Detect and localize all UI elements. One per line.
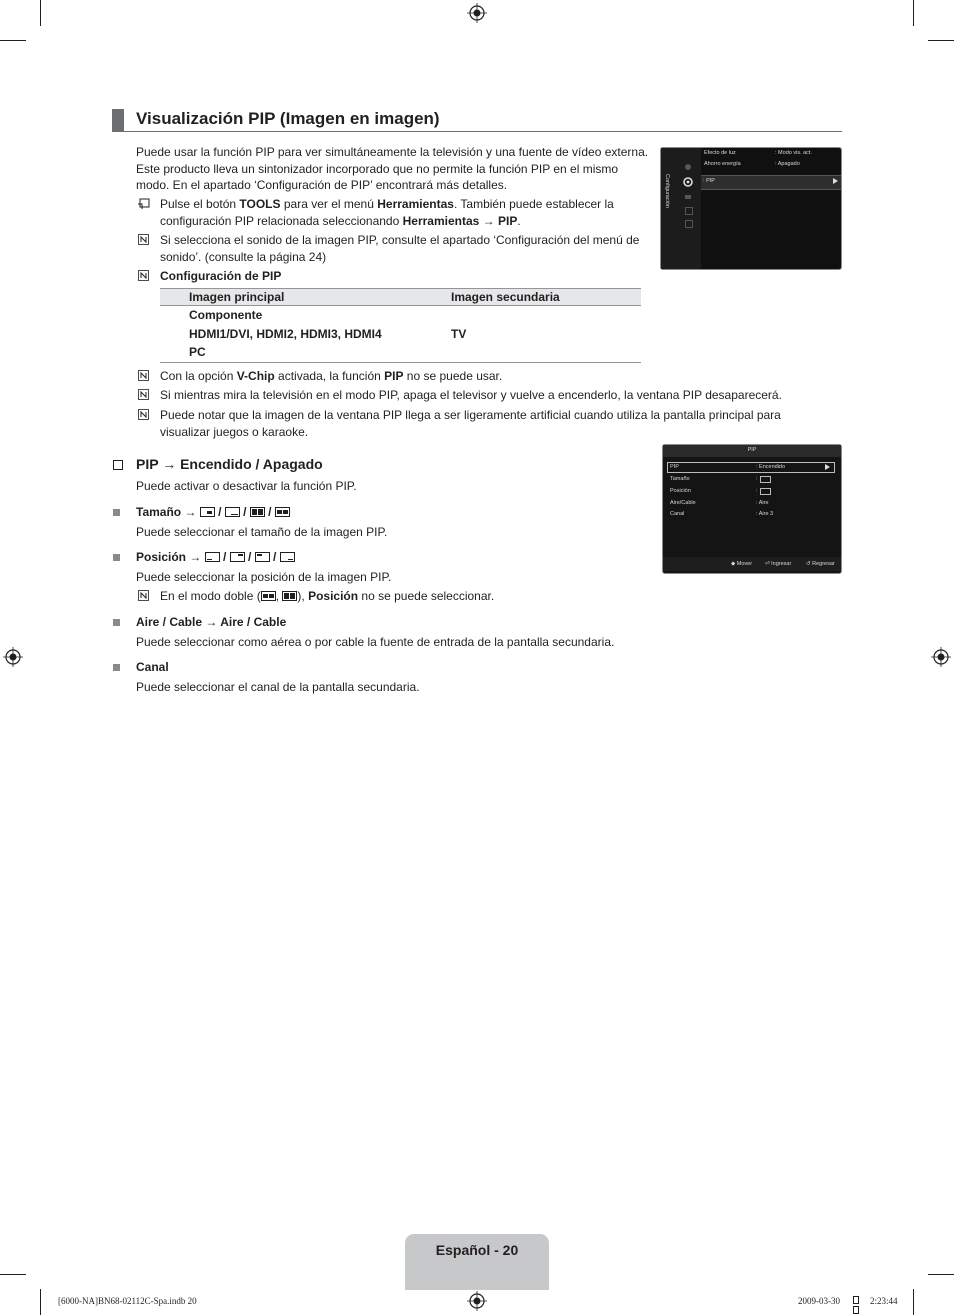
air-cable-desc: Puede seleccionar como aérea o por cable la fuente de entrada de la pantalla secundaria. (136, 635, 615, 649)
size-dual-wide-icon (275, 507, 290, 517)
table-cell-secondary: TV (451, 306, 641, 363)
pip-config-table (160, 288, 641, 363)
note-icon (138, 234, 149, 245)
artificial-note: Puede notar que la imagen de la ventana PIP llega a ser ligeramente artificial cuando utiliza la pantalla principal para visualizar juegos o karaoke. (160, 408, 781, 439)
menu-app-icon (685, 220, 693, 228)
menu-row-pip-highlight (701, 175, 841, 190)
table-header-secondary: Imagen secundaria (451, 289, 641, 306)
pip-row-value: : Aire 3 (756, 511, 774, 517)
pip-row-label: PIP (670, 464, 679, 470)
menu-row-value: : Modo vis. act. (775, 150, 812, 156)
power-off-note: Si mientras mira la televisión en el modo PIP, apaga el televisor y vuelve a encenderlo, la ventana PIP desaparecerá. (160, 388, 782, 402)
size-dual-icon (250, 507, 265, 517)
section-checkbox-icon (113, 460, 123, 470)
crop-mark (928, 40, 954, 41)
bullet-square-icon (113, 619, 120, 626)
channel-label: Canal (136, 660, 169, 674)
note-icon (138, 370, 149, 381)
page-number: Español - 20 (435, 1242, 519, 1258)
menu-support-icon (685, 207, 693, 215)
position-label: Posición → / / / (136, 550, 295, 564)
table-cell-main: Componente HDMI1/DVI, HDMI2, HDMI3, HDMI4 PC (189, 306, 451, 363)
imprint-file: [6000-NA]BN68-02112C-Spa.indb 20 (58, 1296, 197, 1306)
pip-row-value: : (756, 476, 758, 482)
arrow-right-icon (825, 464, 830, 470)
channel-desc: Puede seleccionar el canal de la pantalla secundaria. (136, 680, 420, 694)
note-icon (138, 590, 149, 601)
section-desc: Puede activar o desactivar la función PIP. (136, 479, 357, 493)
pip-row-value: : Encendido (756, 464, 786, 470)
pip-row-label: Posición (670, 488, 691, 494)
registration-mark-icon (467, 3, 487, 23)
registration-mark-icon (467, 1291, 487, 1311)
bullet-square-icon (113, 664, 120, 671)
bullet-square-icon (113, 554, 120, 561)
registration-mark-icon (3, 647, 23, 667)
page-title: Visualización PIP (Imagen en imagen) (136, 109, 440, 128)
position-top-left-icon (255, 552, 270, 562)
config-heading: Configuración de PIP (160, 269, 282, 283)
note-icon (138, 270, 149, 281)
menu-row-label: Efecto de luz (704, 150, 736, 156)
dual-mode-note: En el modo doble ( , ), Posición no se puede seleccionar. (160, 589, 495, 603)
pip-row-label: Aire/Cable (670, 500, 696, 506)
gear-icon (681, 175, 695, 189)
vchip-note: Con la opción V-Chip activada, la función PIP no se puede usar. (160, 369, 503, 383)
imprint-time: 2:23:44 (870, 1296, 898, 1306)
size-small-icon (200, 507, 215, 517)
crop-mark (40, 1289, 41, 1315)
pip-row-value: : Aire (756, 500, 769, 506)
crop-mark (40, 0, 41, 26)
position-bottom-left-icon (205, 552, 220, 562)
sound-note: Si selecciona el sonido de la imagen PIP, consulte el apartado ‘Configuración del menú de sonido’. (consulte la página 24) (160, 233, 640, 264)
position-top-right-icon (230, 552, 245, 562)
menu-input-icon (685, 195, 691, 199)
intro-paragraph: Puede usar la función PIP para ver simultáneamente la televisión y una fuente de vídeo externa. Este producto lleva un sintonizador incorporado que no permite la función PIP en el mismo modo. En el apartado ‘Configuración de PIP’ encontrará más detalles. (136, 145, 649, 192)
size-preview-icon (760, 476, 771, 483)
imprint-box-icon (853, 1296, 865, 1303)
pip-row-label: Canal (670, 511, 685, 517)
registration-mark-icon (931, 647, 951, 667)
crop-mark (913, 1289, 914, 1315)
pip-menu-screenshot (662, 444, 842, 574)
position-desc: Puede seleccionar la posición de la imagen PIP. (136, 570, 392, 584)
back-hint: ↺ Regresar (806, 561, 835, 567)
bullet-square-icon (113, 509, 120, 516)
menu-row-label: : PIP (703, 178, 715, 184)
crop-mark (913, 0, 914, 26)
pip-row-value: : (756, 488, 758, 494)
size-label: Tamaño → / / / (136, 505, 290, 519)
size-medium-icon (225, 507, 240, 517)
menu-picture-icon (685, 164, 691, 170)
arrow-right-icon (833, 178, 838, 184)
move-hint: ◆ Mover (731, 561, 753, 567)
pip-menu-title: PIP (747, 447, 757, 453)
menu-row-value: : Apagado (775, 161, 800, 167)
setup-menu-screenshot (660, 147, 842, 270)
position-bottom-right-icon (280, 552, 295, 562)
note-icon (138, 389, 149, 400)
enter-hint: ⏎ Ingresar (765, 561, 792, 567)
tools-note-icon (137, 198, 150, 210)
menu-side-label: Configuración (664, 174, 670, 208)
air-cable-label: Aire / Cable → Aire / Cable (136, 615, 287, 629)
title-rule (112, 131, 842, 132)
position-preview-icon (760, 488, 771, 495)
tools-note: Pulse el botón TOOLS para ver el menú Herramientas. También puede establecer la configuración PIP relacionada seleccionando Herramientas → PIP. (160, 197, 614, 228)
title-bar-marker (112, 109, 124, 132)
note-icon (138, 409, 149, 420)
size-desc: Puede seleccionar el tamaño de la imagen PIP. (136, 525, 388, 539)
menu-sidebar (661, 148, 701, 269)
crop-mark (928, 1274, 954, 1275)
section-heading: PIP → Encendido / Apagado (136, 456, 323, 472)
table-header-main: Imagen principal (189, 289, 451, 306)
dual-mode-alt-icon (282, 591, 297, 601)
dual-mode-icon (261, 591, 276, 601)
imprint-date: 2009-03-30 (798, 1296, 840, 1306)
crop-mark (0, 40, 26, 41)
crop-mark (0, 1274, 26, 1275)
pip-row-label: Tamaño (670, 476, 690, 482)
menu-row-label: Ahorro energía (704, 161, 741, 167)
pip-row-highlight (667, 462, 835, 473)
